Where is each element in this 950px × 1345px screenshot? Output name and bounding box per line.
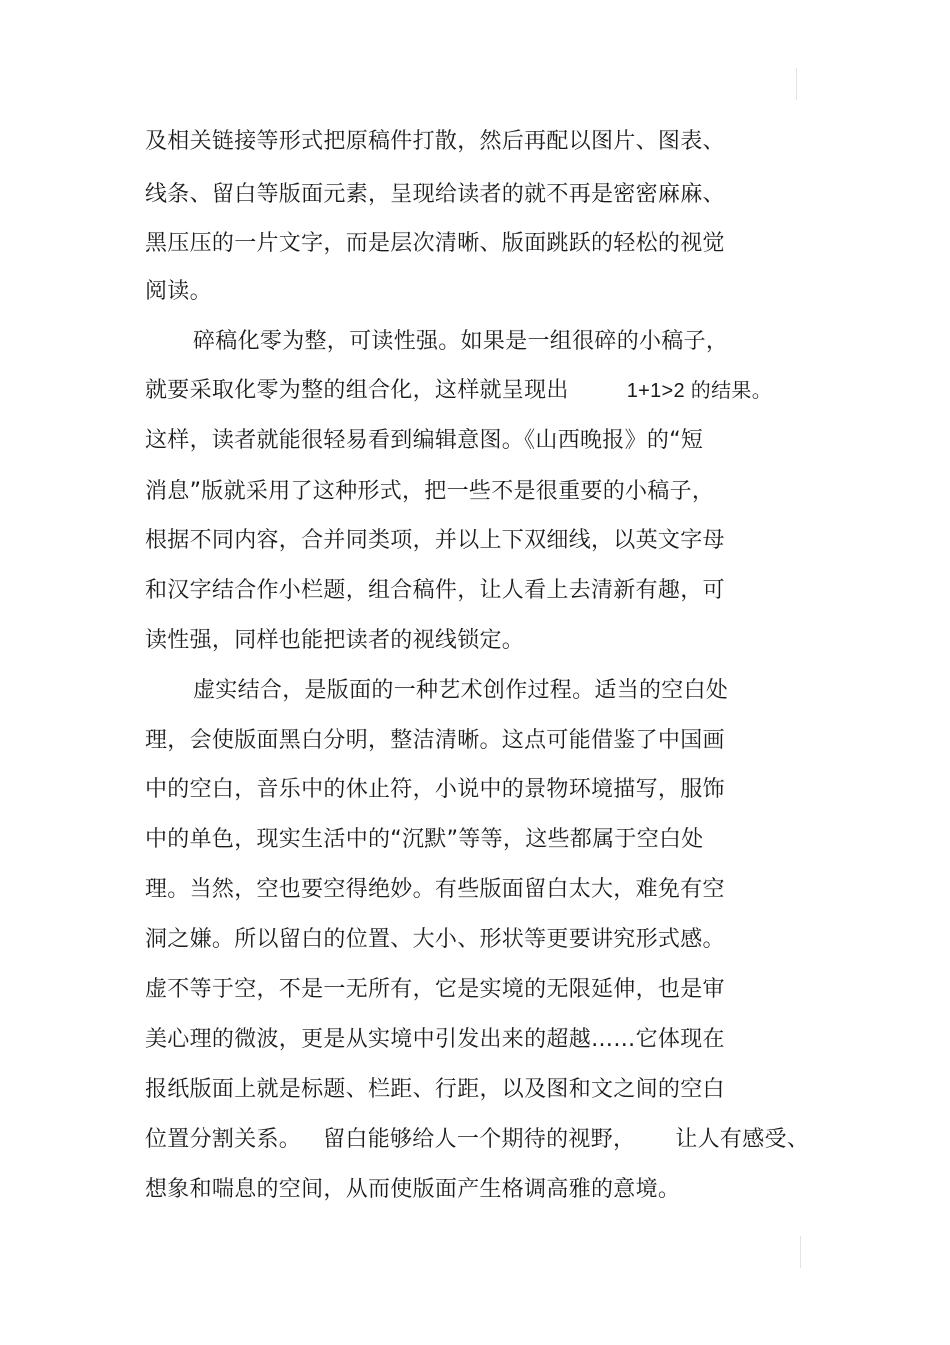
text-line-9: 根据不同内容，合并同类项，并以上下双细线，以英文字母 <box>145 528 725 553</box>
text-line-15: 中的单色，现实生活中的“沉默”等等，这些都属于空白处 <box>145 827 704 852</box>
text-line-13: 理，会使版面黑白分明，整洁清晰。这点可能借鉴了中国画 <box>145 728 725 753</box>
margin-mark-bottom <box>800 1236 801 1268</box>
text-segment: 位置分割关系。 <box>145 1127 302 1152</box>
text-line-19: 美心理的微波，更是从实境中引发出来的超越……它体现在 <box>145 1027 725 1052</box>
paragraph-3-first-line: 虚实结合，是版面的一种艺术创作过程。适当的空白处 <box>193 678 729 703</box>
margin-mark-top <box>796 68 797 100</box>
text-line-18: 虚不等于空，不是一无所有，它是实境的无限延伸，也是审 <box>145 977 725 1002</box>
text-line-7: 这样，读者就能很轻易看到编辑意图。《山西晚报》的“短 <box>145 428 704 453</box>
text-segment: 留白能够给人一个期待的视野， <box>323 1127 636 1152</box>
text-line-20: 报纸版面上就是标题、栏距、行距，以及图和文之间的空白 <box>145 1077 725 1102</box>
text-line-4: 阅读。 <box>145 279 212 304</box>
paragraph-2-first-line: 碎稿化零为整，可读性强。如果是一组很碎的小稿子， <box>193 329 729 354</box>
text-line-1: 及相关链接等形式把原稿件打散，然后再配以图片、图表、 <box>145 129 725 154</box>
text-line-2: 线条、留白等版面元素，呈现给读者的就不再是密密麻麻、 <box>145 182 725 207</box>
text-line-6 <box>145 376 772 406</box>
text-line-8: 消息”版就采用了这种形式，把一些不是很重要的小稿子， <box>145 479 715 504</box>
text-line-14: 中的空白，音乐中的休止符，小说中的景物环境描写，服饰 <box>145 777 725 802</box>
text-line-3: 黑压压的一片文字，而是层次清晰、版面跳跃的轻松的视觉 <box>145 231 725 256</box>
text-line-22: 想象和喘息的空间，从而使版面产生格调高雅的意境。 <box>145 1177 681 1202</box>
text-line-10: 和汉字结合作小栏题，组合稿件，让人看上去清新有趣，可 <box>145 578 725 603</box>
text-segment: 让人有感受、 <box>675 1127 810 1152</box>
text-segment: 就要采取化零为整的组合化，这样就呈现出 <box>145 378 569 403</box>
text-line-21 <box>145 1125 809 1155</box>
formula-text: 1+1>2 的结果。 <box>626 380 772 402</box>
text-line-11: 读性强，同样也能把读者的视线锁定。 <box>145 628 525 653</box>
text-line-17: 洞之嫌。所以留白的位置、大小、形状等更要讲究形式感。 <box>145 927 725 952</box>
text-line-16: 理。当然，空也要空得绝妙。有些版面留白太大，难免有空 <box>145 877 725 902</box>
